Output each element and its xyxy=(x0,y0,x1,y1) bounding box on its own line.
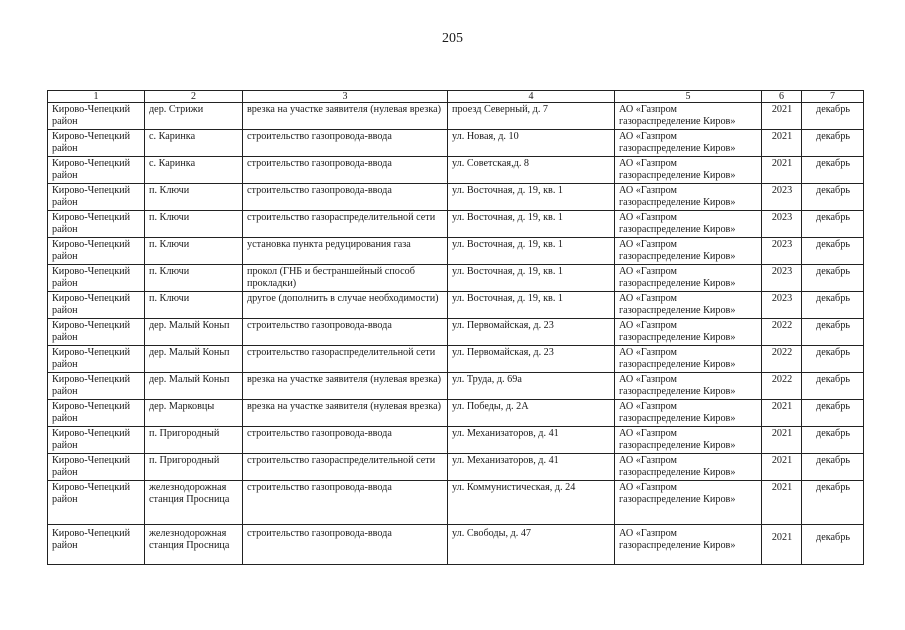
organization-cell: АО «Газпром газораспределение Киров» xyxy=(615,525,762,565)
locality-cell: п. Ключи xyxy=(145,265,243,292)
address-cell: ул. Коммунистическая, д. 24 xyxy=(448,481,615,525)
organization-cell: АО «Газпром газораспределение Киров» xyxy=(615,373,762,400)
work-type-cell: строительство газопровода-ввода xyxy=(243,184,448,211)
district-cell: Кирово-Чепецкий район xyxy=(48,238,145,265)
year-cell: 2021 xyxy=(762,130,802,157)
month-cell: декабрь xyxy=(802,400,864,427)
work-type-cell: прокол (ГНБ и бестраншейный способ прокладки) xyxy=(243,265,448,292)
district-cell: Кирово-Чепецкий район xyxy=(48,454,145,481)
organization-cell: АО «Газпром газораспределение Киров» xyxy=(615,238,762,265)
work-type-cell: строительство газопровода-ввода xyxy=(243,157,448,184)
district-cell: Кирово-Чепецкий район xyxy=(48,103,145,130)
organization-cell: АО «Газпром газораспределение Киров» xyxy=(615,130,762,157)
organization-cell: АО «Газпром газораспределение Киров» xyxy=(615,292,762,319)
month-cell: декабрь xyxy=(802,157,864,184)
district-cell: Кирово-Чепецкий район xyxy=(48,319,145,346)
month-cell: декабрь xyxy=(802,103,864,130)
month-cell: декабрь xyxy=(802,454,864,481)
district-cell: Кирово-Чепецкий район xyxy=(48,211,145,238)
locality-cell: дер. Марковцы xyxy=(145,400,243,427)
locality-cell: п. Пригородный xyxy=(145,454,243,481)
address-cell: ул. Первомайская, д. 23 xyxy=(448,319,615,346)
address-cell: ул. Восточная, д. 19, кв. 1 xyxy=(448,292,615,319)
district-cell: Кирово-Чепецкий район xyxy=(48,427,145,454)
locality-cell: с. Каринка xyxy=(145,130,243,157)
district-cell: Кирово-Чепецкий район xyxy=(48,157,145,184)
year-cell: 2023 xyxy=(762,265,802,292)
organization-cell: АО «Газпром газораспределение Киров» xyxy=(615,157,762,184)
locality-cell: п. Ключи xyxy=(145,184,243,211)
locality-cell: п. Ключи xyxy=(145,238,243,265)
table-row xyxy=(48,157,864,184)
locality-cell: п. Пригородный xyxy=(145,427,243,454)
year-cell: 2021 xyxy=(762,157,802,184)
column-header: 6 xyxy=(762,91,802,103)
month-cell: декабрь xyxy=(802,292,864,319)
month-cell: декабрь xyxy=(802,319,864,346)
address-cell: ул. Восточная, д. 19, кв. 1 xyxy=(448,211,615,238)
district-cell: Кирово-Чепецкий район xyxy=(48,525,145,565)
year-cell: 2021 xyxy=(762,454,802,481)
work-type-cell: врезка на участке заявителя (нулевая врезка) xyxy=(243,103,448,130)
locality-cell: дер. Малый Коньп xyxy=(145,319,243,346)
work-type-cell: строительство газопровода-ввода xyxy=(243,130,448,157)
address-cell: ул. Труда, д. 69а xyxy=(448,373,615,400)
district-cell: Кирово-Чепецкий район xyxy=(48,481,145,525)
locality-cell: дер. Малый Коньп xyxy=(145,373,243,400)
year-cell: 2021 xyxy=(762,400,802,427)
column-header: 5 xyxy=(615,91,762,103)
year-cell: 2021 xyxy=(762,103,802,130)
year-cell: 2023 xyxy=(762,184,802,211)
organization-cell: АО «Газпром газораспределение Киров» xyxy=(615,346,762,373)
month-cell: декабрь xyxy=(802,427,864,454)
organization-cell: АО «Газпром газораспределение Киров» xyxy=(615,454,762,481)
year-cell: 2023 xyxy=(762,211,802,238)
locality-cell: железнодорожная станция Просница xyxy=(145,481,243,525)
table-row xyxy=(48,103,864,130)
work-type-cell: строительство газопровода-ввода xyxy=(243,319,448,346)
table-row xyxy=(48,319,864,346)
month-cell: декабрь xyxy=(802,130,864,157)
work-type-cell: другое (дополнить в случае необходимости) xyxy=(243,292,448,319)
organization-cell: АО «Газпром газораспределение Киров» xyxy=(615,211,762,238)
table-row xyxy=(48,130,864,157)
month-cell: декабрь xyxy=(802,211,864,238)
district-cell: Кирово-Чепецкий район xyxy=(48,130,145,157)
page-number: 205 xyxy=(442,31,463,46)
year-cell: 2021 xyxy=(762,427,802,454)
locality-cell: п. Ключи xyxy=(145,211,243,238)
work-type-cell: строительство газораспределительной сети xyxy=(243,211,448,238)
table-row xyxy=(48,238,864,265)
month-cell: декабрь xyxy=(802,184,864,211)
column-header: 3 xyxy=(243,91,448,103)
month-cell: декабрь xyxy=(802,373,864,400)
locality-cell: железнодорожная станция Просница xyxy=(145,525,243,565)
locality-cell: с. Каринка xyxy=(145,157,243,184)
work-type-cell: строительство газопровода-ввода xyxy=(243,525,448,565)
column-header: 1 xyxy=(48,91,145,103)
address-cell: ул. Свободы, д. 47 xyxy=(448,525,615,565)
table-row xyxy=(48,346,864,373)
address-cell: ул. Победы, д. 2А xyxy=(448,400,615,427)
year-cell: 2022 xyxy=(762,346,802,373)
district-cell: Кирово-Чепецкий район xyxy=(48,265,145,292)
locality-cell: дер. Стрижи xyxy=(145,103,243,130)
district-cell: Кирово-Чепецкий район xyxy=(48,292,145,319)
month-cell: декабрь xyxy=(802,238,864,265)
address-cell: ул. Механизаторов, д. 41 xyxy=(448,427,615,454)
address-cell: ул. Восточная, д. 19, кв. 1 xyxy=(448,184,615,211)
table-row xyxy=(48,184,864,211)
organization-cell: АО «Газпром газораспределение Киров» xyxy=(615,184,762,211)
year-cell: 2021 xyxy=(762,481,802,525)
table-row xyxy=(48,525,864,565)
address-cell: проезд Северный, д. 7 xyxy=(448,103,615,130)
address-cell: ул. Механизаторов, д. 41 xyxy=(448,454,615,481)
table-row xyxy=(48,427,864,454)
address-cell: ул. Восточная, д. 19, кв. 1 xyxy=(448,265,615,292)
district-cell: Кирово-Чепецкий район xyxy=(48,184,145,211)
column-header: 4 xyxy=(448,91,615,103)
year-cell: 2022 xyxy=(762,373,802,400)
address-cell: ул. Восточная, д. 19, кв. 1 xyxy=(448,238,615,265)
organization-cell: АО «Газпром газораспределение Киров» xyxy=(615,481,762,525)
district-cell: Кирово-Чепецкий район xyxy=(48,346,145,373)
month-cell: декабрь xyxy=(802,525,864,565)
month-cell: декабрь xyxy=(802,265,864,292)
organization-cell: АО «Газпром газораспределение Киров» xyxy=(615,427,762,454)
address-cell: ул. Первомайская, д. 23 xyxy=(448,346,615,373)
year-cell: 2023 xyxy=(762,292,802,319)
district-cell: Кирово-Чепецкий район xyxy=(48,400,145,427)
table-row xyxy=(48,211,864,238)
table-row xyxy=(48,454,864,481)
locality-cell: п. Ключи xyxy=(145,292,243,319)
table-row xyxy=(48,265,864,292)
month-cell: декабрь xyxy=(802,481,864,525)
year-cell: 2023 xyxy=(762,238,802,265)
year-cell: 2021 xyxy=(762,525,802,565)
work-type-cell: строительство газораспределительной сети xyxy=(243,346,448,373)
table-row xyxy=(48,400,864,427)
work-type-cell: строительство газораспределительной сети xyxy=(243,454,448,481)
table-row xyxy=(48,373,864,400)
locality-cell: дер. Малый Коньп xyxy=(145,346,243,373)
work-type-cell: строительство газопровода-ввода xyxy=(243,427,448,454)
work-type-cell: врезка на участке заявителя (нулевая врезка) xyxy=(243,400,448,427)
organization-cell: АО «Газпром газораспределение Киров» xyxy=(615,103,762,130)
organization-cell: АО «Газпром газораспределение Киров» xyxy=(615,265,762,292)
table-row xyxy=(48,481,864,525)
table-row xyxy=(48,292,864,319)
column-header: 7 xyxy=(802,91,864,103)
work-type-cell: врезка на участке заявителя (нулевая врезка) xyxy=(243,373,448,400)
district-cell: Кирово-Чепецкий район xyxy=(48,373,145,400)
work-type-cell: установка пункта редуцирования газа xyxy=(243,238,448,265)
column-header: 2 xyxy=(145,91,243,103)
organization-cell: АО «Газпром газораспределение Киров» xyxy=(615,400,762,427)
organization-cell: АО «Газпром газораспределение Киров» xyxy=(615,319,762,346)
month-cell: декабрь xyxy=(802,346,864,373)
work-type-cell: строительство газопровода-ввода xyxy=(243,481,448,525)
year-cell: 2022 xyxy=(762,319,802,346)
works-table xyxy=(47,90,864,565)
address-cell: ул. Советская,д. 8 xyxy=(448,157,615,184)
address-cell: ул. Новая, д. 10 xyxy=(448,130,615,157)
header-row xyxy=(48,91,864,103)
